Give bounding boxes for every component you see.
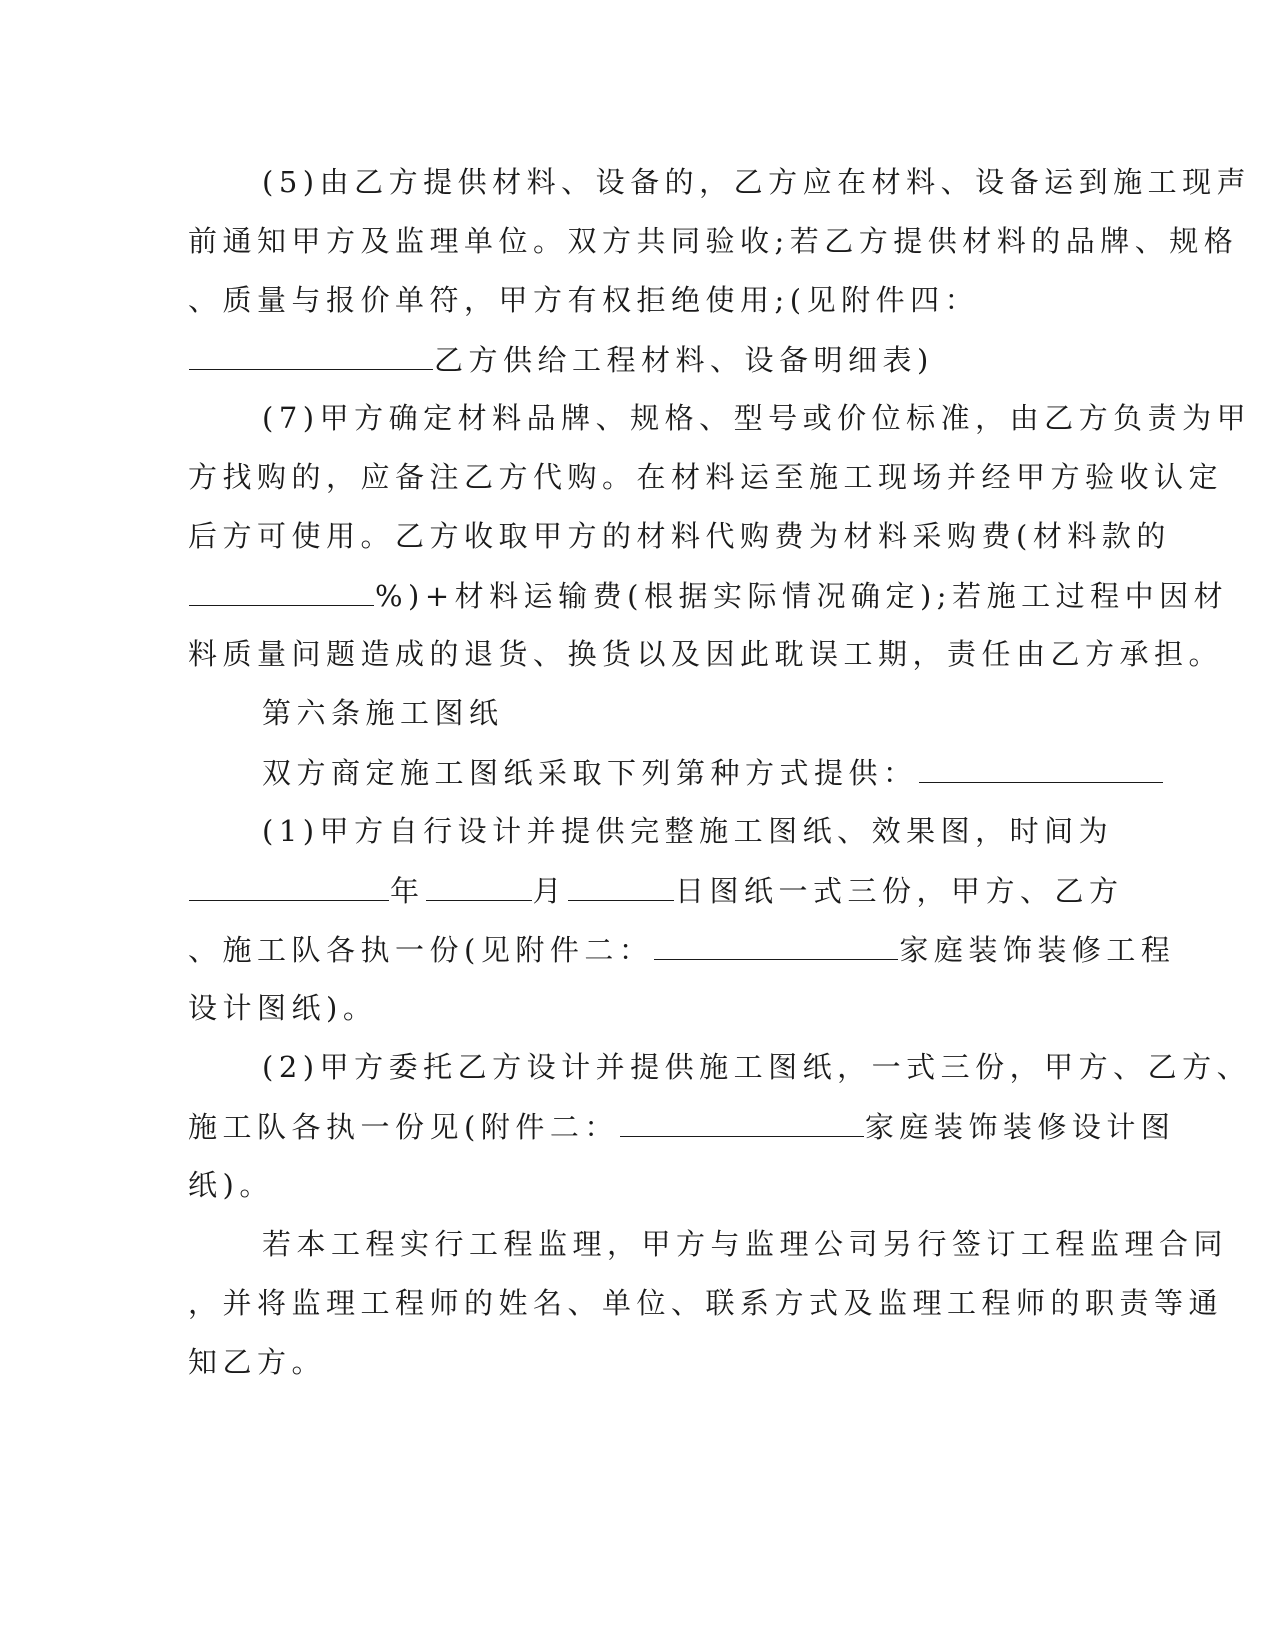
option-1-line-4: 设计图纸)。 bbox=[188, 991, 378, 1025]
fill-in-blank[interactable] bbox=[189, 575, 374, 606]
article-6-intro-text: 双方商定施工图纸采取下列第种方式提供： bbox=[262, 756, 918, 790]
article-6-heading: 第六条施工图纸 bbox=[262, 696, 504, 730]
fill-in-blank[interactable] bbox=[919, 752, 1163, 783]
month-label: 月 bbox=[532, 874, 568, 908]
option-2-line-3: 纸)。 bbox=[188, 1168, 274, 1202]
clause-5-line-1: (5)由乙方提供材料、设备的，乙方应在材料、设备运到施工现声 bbox=[262, 165, 1252, 199]
supervision-line-3: 知乙方。 bbox=[188, 1345, 327, 1379]
fill-in-blank[interactable] bbox=[189, 339, 433, 370]
article-6-intro bbox=[262, 752, 1164, 793]
clause-7-line-2: 方找购的，应备注乙方代购。在材料运至施工现场并经甲方验收认定 bbox=[188, 460, 1224, 494]
option-2-line-2-tail: 家庭装饰装修设计图 bbox=[864, 1110, 1176, 1144]
clause-7-line-5: 料质量问题造成的退货、换货以及因此耽误工期，责任由乙方承担。 bbox=[188, 637, 1224, 671]
fill-in-blank[interactable] bbox=[189, 870, 389, 901]
clause-7-line-3: 后方可使用。乙方收取甲方的材料代购费为材料采购费(材料款的 bbox=[188, 519, 1171, 553]
fill-in-blank[interactable] bbox=[568, 870, 674, 901]
supervision-line-2: ，并将监理工程师的姓名、单位、联系方式及监理工程师的职责等通 bbox=[188, 1286, 1224, 1320]
clause-5-line-3: 、质量与报价单符，甲方有权拒绝使用;(见附件四： bbox=[188, 283, 980, 317]
clause-5-line-4 bbox=[188, 339, 934, 380]
fill-in-blank[interactable] bbox=[620, 1106, 864, 1137]
clause-7-line-1: (7)甲方确定材料品牌、规格、型号或价位标准，由乙方负责为甲 bbox=[262, 401, 1252, 435]
fill-in-blank[interactable] bbox=[426, 870, 532, 901]
option-1-line-2-text: 日图纸一式三份，甲方、乙方 bbox=[675, 874, 1124, 908]
option-2-line-1: (2)甲方委托乙方设计并提供施工图纸，一式三份，甲方、乙方、 bbox=[262, 1050, 1252, 1084]
appendix-4-title: 乙方供给工程材料、设备明细表) bbox=[434, 343, 934, 377]
option-2-line-2-text: 施工队各执一份见(附件二： bbox=[188, 1110, 619, 1144]
option-1-line-3 bbox=[188, 929, 1175, 970]
option-1-line-2 bbox=[188, 870, 1124, 911]
fill-in-blank[interactable] bbox=[654, 929, 898, 960]
option-1-line-3-tail: 家庭装饰装修工程 bbox=[899, 933, 1176, 967]
year-label: 年 bbox=[390, 874, 425, 908]
option-1-line-1: (1)甲方自行设计并提供完整施工图纸、效果图，时间为 bbox=[262, 814, 1114, 848]
option-2-line-2 bbox=[188, 1106, 1175, 1147]
supervision-line-1: 若本工程实行工程监理，甲方与监理公司另行签订工程监理合同 bbox=[262, 1227, 1229, 1261]
option-1-line-3-text: 、施工队各执一份(见附件二： bbox=[188, 933, 654, 967]
clause-7-line-4-text: %)+材料运输费(根据实际情况确定);若施工过程中因材 bbox=[375, 579, 1229, 613]
clause-7-line-4 bbox=[188, 575, 1228, 616]
clause-5-line-2: 前通知甲方及监理单位。双方共同验收;若乙方提供材料的品牌、规格 bbox=[188, 224, 1239, 258]
